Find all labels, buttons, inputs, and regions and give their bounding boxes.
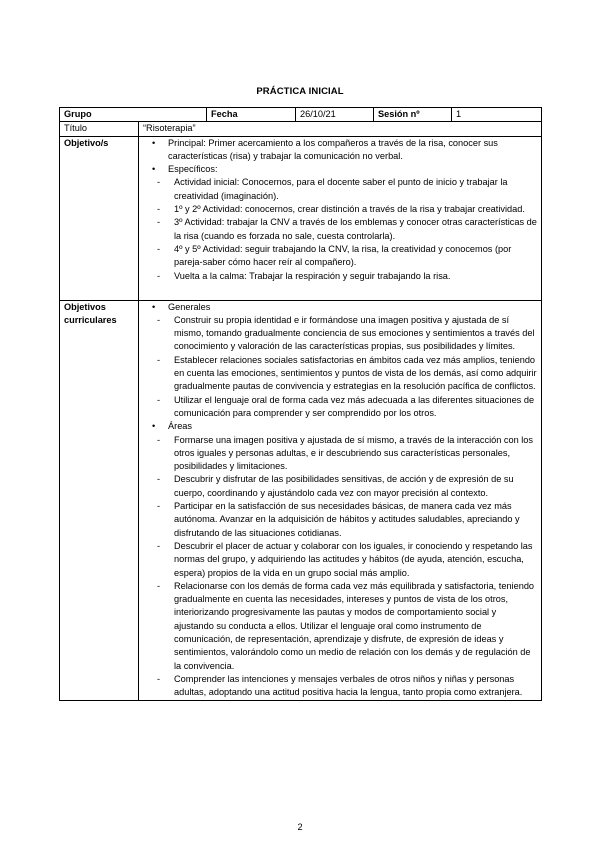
dash-icon: - [157,673,161,684]
generales-list [147,314,537,420]
dash-icon: - [157,580,161,591]
list-item [151,243,537,270]
dash-icon: - [157,354,161,365]
dash-icon: - [157,501,161,512]
bullet-icon: • [152,421,156,432]
list-item [151,270,537,283]
objetivos-row [60,136,542,300]
dash-icon: - [157,394,161,405]
dash-icon: - [157,474,161,485]
page-title: PRÁCTICA INICIAL [256,86,344,97]
list-item [151,314,537,354]
areas-item [151,420,537,433]
list-item-text: 4º y 5º Actividad: seguir trabajando la CNV, la risa, la creatividad y conocemos (por pareja-saber cómo hacer reír al compañero). [174,243,512,268]
list-item [151,176,537,203]
list-item [151,673,537,700]
page-number: 2 [297,822,303,832]
generales-label: Generales [168,301,211,312]
objetivos-content [139,136,542,300]
sesion-value: 1 [452,108,542,122]
curriculares-content [139,300,542,700]
fecha-label: Fecha [207,108,296,122]
objetivos-label: Objetivo/s [60,136,139,300]
bullet-icon: • [152,301,156,312]
dash-icon: - [157,204,161,215]
list-item [151,540,537,580]
list-item-text: Establecer relaciones sociales satisfactorias en ámbitos cada vez más amplios, teniendo en cuenta las emociones, sentimientos y puntos de vista de los demás, así como adquirir gradualmente pautas de convivencia y estrategias en la resolución pacífica de conflictos. [174,354,537,392]
especificos-label: Específicos: [168,164,218,175]
list-item-text: Descubrir y disfrutar de las posibilidades sensitivas, de acción y de expresión de su cuerpo, coordinando y ajustándolo cada vez con mayor precisión al contexto. [174,474,514,498]
curriculares-row [60,300,542,700]
dash-icon: - [157,434,161,445]
list-item [151,203,537,216]
list-item [151,354,537,394]
fecha-value: 26/10/21 [296,108,374,122]
header-row [60,108,542,122]
titulo-row [60,122,542,136]
curriculares-label-line1: Objetivos [64,301,106,312]
list-item-text: Utilizar el lenguaje oral de forma cada vez más adecuada a las diferentes situaciones de comunicación para comprender y ser comprendido por los otros. [174,394,535,418]
titulo-value: “Risoterapia” [139,122,542,136]
list-item [151,580,537,673]
list-item-text: Construir su propia identidad e ir formándose una imagen positiva y ajustada de sí mismo, tomando gradualmente conciencia de sus emociones y sentimientos a través del conocimiento y valoración de las características propias, sus posibilidades y límites. [174,314,535,352]
list-item [151,434,537,474]
dash-icon: - [157,177,161,188]
list-item-text: 1º y 2º Actividad: conocernos, crear distinción a través de la risa y trabajar creatividad. [174,204,525,215]
bullet-icon: • [152,137,156,148]
list-item [151,394,537,421]
list-item-text: Relacionarse con los demás de forma cada vez más equilibrada y satisfactoria, teniendo gradualmente en cuenta las necesidades, intereses y puntos de vista de los otros, interiorizando progresivamente las pautas y modos de comportamiento social y ajustando su conducta a ellos. Utilizar el lenguaje oral como instrumento de comunicación, de representación, aprendizaje y disfrute, de expresión de ideas y sentimientos, valorándolo como un medio de relación con los demás y de regulación de la convivencia. [174,580,535,671]
principal-item [151,137,537,164]
sesion-label: Sesión nº [374,108,452,122]
especificos-item [151,163,537,176]
curriculares-label-line2: curriculares [64,314,117,325]
list-item-text: Comprender las intenciones y mensajes verbales de otros niños y niñas y personas adultas, adoptando una actitud positiva hacia la lengua, tanto propia como extranjera. [174,673,523,698]
grupo-label: Grupo [60,108,207,122]
titulo-label: Título [60,122,139,136]
especificos-list [147,176,537,282]
generales-item [151,301,537,314]
dash-icon: - [157,270,161,281]
list-item-text: Participar en la satisfacción de sus necesidades básicas, de manera cada vez más autónoma. Avanzar en la adquisición de hábitos y actitudes saludables, apreciando y disfrutando de las situaciones cotidianas. [174,501,520,538]
list-item-text: Actividad inicial: Conocernos, para el docente saber el punto de inicio y trabajar la creatividad (imaginación). [174,177,508,201]
curriculares-label [60,300,139,700]
list-item [151,216,537,243]
principal-text: Principal: Primer acercamiento a los compañeros a través de la risa, conocer sus características (risa) y trabajar la comunicación no verbal. [168,137,498,161]
list-item-text: Descubrir el placer de actuar y colaborar con los iguales, ir conociendo y respetando las normas del grupo, y adquiriendo las actitudes y hábitos (de ayuda, atención, escucha, espera) propios de la vida en un grupo social más amplio. [174,540,533,578]
list-item-text: Vuelta a la calma: Trabajar la respiración y seguir trabajando la risa. [174,270,451,281]
dash-icon: - [157,217,161,228]
session-table [59,107,542,701]
areas-label: Áreas [168,421,193,432]
dash-icon: - [157,243,161,254]
bullet-icon: • [152,164,156,175]
list-item [151,500,537,540]
list-item-text: Formarse una imagen positiva y ajustada de sí mismo, a través de la interacción con los otros iguales y personas adultas, e ir descubriendo sus características personales, posibilidades y limitaciones. [174,434,533,472]
dash-icon: - [157,314,161,325]
areas-list [147,434,537,700]
list-item-text: 3º Actividad: trabajar la CNV a través de los emblemas y conocer otras características de la risa (cuando es forzada no sale, cuesta controlarla). [174,217,537,241]
dash-icon: - [157,540,161,551]
list-item [151,473,537,500]
